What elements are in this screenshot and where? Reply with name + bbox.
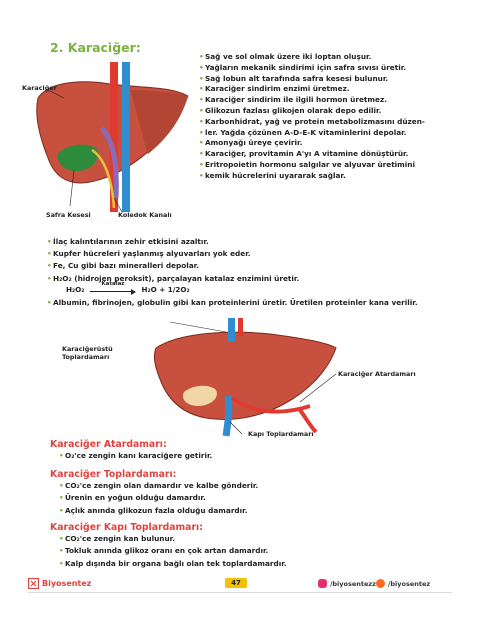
- equation-right: H₂O + 1/2O₂: [141, 285, 190, 294]
- brand-name: Biyosentez: [42, 579, 92, 588]
- hepatic-vein: [228, 318, 235, 342]
- equation-enzyme: Katalaz: [101, 281, 125, 287]
- section-list-artery: [60, 450, 440, 462]
- list-item: • Açlık anında glikozun fazla olduğu damardır.: [60, 505, 440, 517]
- list-item: • H₂O₂ (hidrojen peroksit), parçalayan katalaz enzimini üretir.: [48, 273, 468, 285]
- label-gallbladder: Safra Kesesi: [46, 211, 91, 219]
- list-item: • Karaciğer sindirim ile ilgili hormon üretmez.: [200, 95, 468, 106]
- list-item: • Tokluk anında glikoz oranı en çok artan damardır.: [60, 545, 440, 557]
- list-item: • kemik hücrelerini uyararak sağlar.: [200, 171, 468, 182]
- liver-diagram-top: [30, 58, 195, 223]
- list-item: • Sağ lobun alt tarafında safra kesesi bulunur.: [200, 74, 468, 85]
- reaction-arrow-icon: [90, 281, 136, 294]
- label-portal-vein: Kapı Toplardamarı: [248, 430, 314, 438]
- list-item: • Karaciğer, provitamin A'yı A vitamine dönüştürür.: [200, 149, 468, 160]
- portal-vein: [226, 396, 229, 436]
- catalase-equation: [66, 281, 190, 294]
- list-item: • CO₂'ce zengin kan bulunur.: [60, 533, 440, 545]
- instagram-handle[interactable]: /biyosentezz: [330, 580, 376, 588]
- list-item: • Albumin, fibrinojen, globulin gibi kan proteinlerini üretir. Üretilen proteinler kana verilir.: [48, 297, 468, 309]
- list-item: • Glikozun fazlası glikojen olarak depo edilir.: [200, 106, 468, 117]
- list-item: • İlaç kalıntılarının zehir etkisini azaltır.: [48, 236, 468, 248]
- label-liver: Karaciğer: [22, 84, 57, 92]
- section-list-portal: [60, 533, 440, 570]
- section-heading-portal: Karaciğer Kapı Toplardamarı:: [50, 522, 203, 533]
- list-item: • Sağ ve sol olmak üzere iki loptan oluşur.: [200, 52, 468, 63]
- list-item: • Kalp dışında bir organa bağlı olan tek toplardamardır.: [60, 558, 440, 570]
- liver-diagram-bottom: [150, 318, 340, 438]
- vena-cava: [122, 62, 130, 212]
- youtube-icon[interactable]: [376, 579, 385, 588]
- equation-left: H₂O₂: [66, 285, 85, 294]
- brand-logo-icon: [28, 578, 39, 589]
- section-heading-artery: Karaciğer Atardamarı:: [50, 439, 167, 450]
- list-item: • Kupfer hücreleri yaşlanmış alyuvarları yok eder.: [48, 248, 468, 260]
- footer-divider: [28, 592, 452, 593]
- list-item: • CO₂'ce zengin olan damardır ve kalbe gönderir.: [60, 480, 440, 492]
- list-item: • Eritropoietin hormonu salgılar ve alyuvar üretimini: [200, 160, 468, 171]
- instagram-icon[interactable]: [318, 579, 327, 588]
- list-item: • Yağların mekanik sindirimi için safra sıvısı üretir.: [200, 63, 468, 74]
- page-title: 2. Karaciğer:: [50, 40, 141, 55]
- page-number: 47: [225, 578, 247, 588]
- label-hepatic-vein: Karaciğerüstü Toplardamarı: [62, 345, 113, 361]
- list-item: • Amonyağı üreye çevirir.: [200, 138, 468, 149]
- list-item: • Karbonhidrat, yağ ve protein metabolizmasını düzen-: [200, 117, 468, 128]
- label-bile-duct: Koledok Kanalı: [118, 211, 172, 219]
- list-item: • Fe, Cu gibi bazı mineralleri depolar.: [48, 260, 468, 272]
- list-item: • O₂'ce zengin kanı karaciğere getirir.: [60, 450, 440, 462]
- list-item: • Ürenin en yoğun olduğu damardır.: [60, 492, 440, 504]
- section-heading-vein: Karaciğer Toplardamarı:: [50, 469, 177, 480]
- liver-bottom-facts: [48, 236, 468, 309]
- label-hepatic-artery: Karaciğer Atardamarı: [338, 370, 416, 378]
- list-item: • ler. Yağda çözünen A-D-E-K vitaminlerini depolar.: [200, 128, 468, 139]
- section-list-vein: [60, 480, 440, 517]
- list-item: • Karaciğer sindirim enzimi üretmez.: [200, 84, 468, 95]
- youtube-handle[interactable]: /biyosentez: [388, 580, 431, 588]
- liver-facts-list: [200, 52, 468, 182]
